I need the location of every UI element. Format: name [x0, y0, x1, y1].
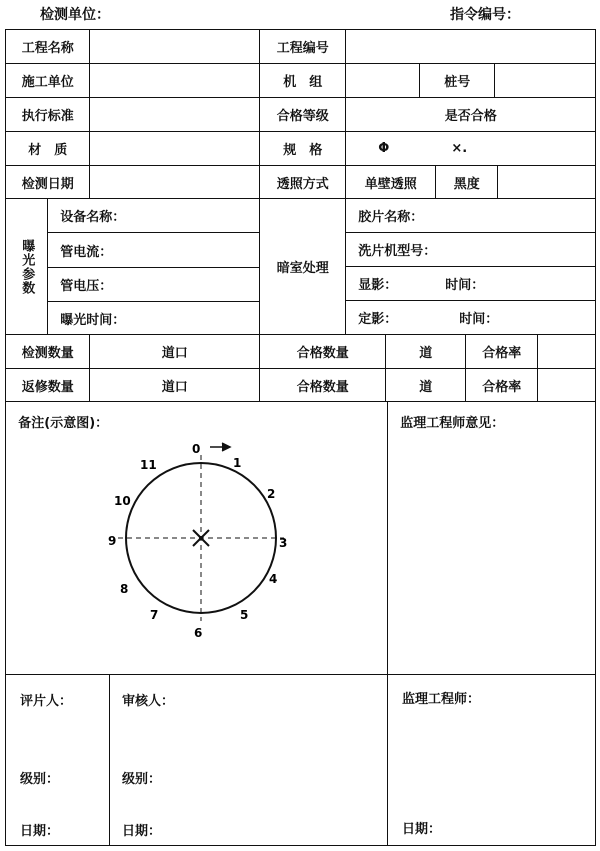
- repair-qualified-field[interactable]: 道: [385, 368, 466, 402]
- fix-field[interactable]: 定影： 时间：: [345, 300, 596, 335]
- exposure-label: 曝光参数: [5, 198, 48, 335]
- material-label: 材 质: [5, 131, 90, 166]
- reviewer-label: 审核人：: [122, 694, 175, 709]
- pos-0: 0: [192, 442, 201, 456]
- reviewer-date-label: 日期：: [122, 824, 162, 839]
- center-cross-icon: [193, 530, 209, 546]
- supervisor-date-label: 日期：: [402, 822, 442, 837]
- method-label: 透照方式: [259, 165, 346, 199]
- pos-8: 8: [120, 582, 129, 596]
- washer-model-field[interactable]: 洗片机型号：: [345, 232, 596, 267]
- pos-9: 9: [108, 534, 117, 548]
- qualified-count-label: 合格数量: [259, 334, 386, 369]
- supervisor-label: 监理工程师：: [402, 692, 481, 707]
- order-number-label: 指令编号：: [450, 7, 520, 23]
- repair-rate-field[interactable]: [537, 368, 596, 402]
- pos-10: 10: [114, 494, 131, 508]
- supervisor-opinion-area[interactable]: 监理工程师意见：: [387, 401, 596, 675]
- pos-7: 7: [150, 608, 159, 622]
- direction-arrow-icon: [210, 443, 230, 451]
- darkroom-label: 暗室处理: [259, 198, 346, 335]
- date-field[interactable]: [89, 165, 260, 199]
- exposure-time-field[interactable]: 曝光时间：: [47, 301, 260, 335]
- phi-symbol: Φ: [378, 141, 390, 157]
- project-name-label: 工程名称: [5, 29, 90, 64]
- density-label: 黑度: [435, 165, 498, 199]
- inspect-joints-field[interactable]: 道口: [89, 334, 260, 369]
- date-label: 检测日期: [5, 165, 90, 199]
- spec-label: 规 格: [259, 131, 346, 166]
- unit-group-field[interactable]: [345, 63, 420, 98]
- project-no-label: 工程编号: [259, 29, 346, 64]
- times-symbol: ×.: [451, 141, 468, 157]
- pos-4: 4: [269, 572, 278, 586]
- evaluator-label: 评片人：: [20, 694, 73, 709]
- rate-field[interactable]: [537, 334, 596, 369]
- is-qualified-label: 是否合格: [345, 97, 596, 132]
- unit-group-label: 机 组: [259, 63, 346, 98]
- inspection-unit-label: 检测单位：: [40, 7, 110, 23]
- contractor-label: 施工单位: [5, 63, 90, 98]
- spec-field[interactable]: [345, 131, 596, 166]
- develop-field[interactable]: 显影： 时间：: [345, 266, 596, 301]
- tube-voltage-field[interactable]: 管电压：: [47, 267, 260, 302]
- single-wall-label: 单壁透照: [345, 165, 436, 199]
- pos-6: 6: [194, 626, 203, 640]
- pile-no-label: 桩号: [419, 63, 495, 98]
- repair-rate-label: 合格率: [465, 368, 538, 402]
- pos-1: 1: [233, 456, 242, 470]
- pos-2: 2: [267, 487, 276, 501]
- project-name-field[interactable]: [89, 29, 260, 64]
- repair-qualified-label: 合格数量: [259, 368, 386, 402]
- standard-field[interactable]: [89, 97, 260, 132]
- qualified-count-field[interactable]: 道: [385, 334, 466, 369]
- reviewer-level-label: 级别：: [122, 772, 162, 787]
- pos-3: 3: [279, 536, 288, 550]
- pos-5: 5: [240, 608, 249, 622]
- pile-no-field[interactable]: [494, 63, 596, 98]
- pos-11: 11: [140, 458, 157, 472]
- contractor-field[interactable]: [89, 63, 260, 98]
- inspect-count-label: 检测数量: [5, 334, 90, 369]
- repair-count-label: 返修数量: [5, 368, 90, 402]
- remarks-area[interactable]: 备注(示意图)：: [5, 401, 388, 675]
- weld-position-diagram: [100, 435, 310, 645]
- evaluator-date-label: 日期：: [20, 824, 60, 839]
- density-field[interactable]: [497, 165, 596, 199]
- device-name-field[interactable]: 设备名称：: [47, 198, 260, 233]
- evaluator-level-label: 级别：: [20, 772, 60, 787]
- material-field[interactable]: [89, 131, 260, 166]
- tube-current-field[interactable]: 管电流：: [47, 232, 260, 268]
- rate-label: 合格率: [465, 334, 538, 369]
- grade-label: 合格等级: [259, 97, 346, 132]
- project-no-field[interactable]: [345, 29, 596, 64]
- film-name-field[interactable]: 胶片名称：: [345, 198, 596, 233]
- repair-joints-field[interactable]: 道口: [89, 368, 260, 402]
- standard-label: 执行标准: [5, 97, 90, 132]
